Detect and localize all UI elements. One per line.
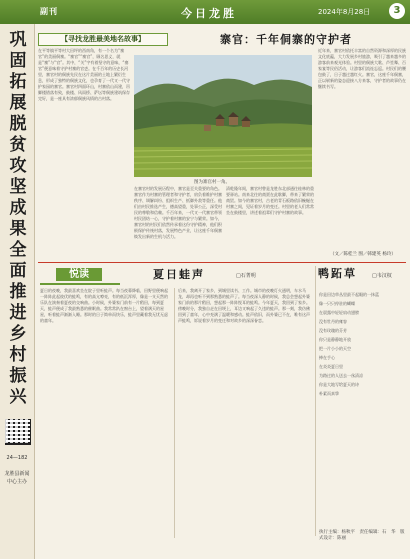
- section-label: 副刊: [40, 7, 58, 16]
- poem-line: 你只是静静地开放: [319, 337, 351, 342]
- essay-column-1: 夏日的夜晚，我最喜欢坐在院子里听蛙声。每当夜幕降临，田野里便响起一阵阵此起彼伏的蛙鸣，有的高亢嘹亮，有的低沉浑厚，像是一支天然的乐队在演奏着夏夜的交响曲。小时候，外婆家门前有一片稻田，每到夏天，蛙声便成了我最熟悉的催眠曲。我常常趴在窗台上，望着满天的星星，听着蛙声渐渐入睡。那时的日子简单而快乐，蛙声里藏着我无忧无虑的童年。: [40, 288, 168, 323]
- reading-section-label: 悦读: [56, 268, 102, 281]
- poem-line: 在晨露中轻轻扇动翅膀: [319, 310, 359, 315]
- poem-author: □韦汉权: [372, 273, 392, 279]
- page-credits: 执行主编：杨秋平 责任编辑：石 华 版式设计：陈丽: [319, 530, 405, 541]
- page-number-badge: 3: [389, 3, 405, 19]
- paper-name: 今日龙胜: [181, 7, 237, 20]
- poem-line: 你是大地写给夏天的诗: [319, 382, 359, 387]
- masthead-bar: [0, 0, 410, 24]
- poem-title: 鸭跖草: [318, 267, 357, 280]
- publisher-label: 龙胜县新闻中心主办: [4, 471, 30, 485]
- poem-line: 没有玫瑰的芬芳: [319, 328, 347, 333]
- column-divider: [174, 288, 175, 538]
- essay-title: 夏日蛙声: [153, 268, 205, 281]
- essay-author: □石菁明: [236, 273, 256, 279]
- poem-line: 你是田边草丛里最不起眼的一抹蓝: [319, 292, 379, 297]
- column-banner: 【寻找龙胜最美地名故事】: [38, 33, 168, 46]
- qr-code-pattern: [5, 419, 29, 443]
- article1-column-3: 清乾隆年间，寨官村曾是龙胜东北部通往桂林的重要驿站。南来北往的商贾在此歇脚，带来了繁荣的商贸。如今的寨官村，古老的青石板路依旧蜿蜒在村寨之间，见证着岁月的变迁。村里的老人们常常坐在鼓楼里，讲述着祖辈们守护村寨的故事。: [226, 186, 314, 215]
- issue-date: 2024年8月28日: [318, 8, 371, 16]
- poem-line: 为路过的人送去一丝清凉: [319, 373, 363, 378]
- article1-column-2: 在寨官村的发展历程中，寨官是至关重要的角色。寨官作为村寨的管理者和守护者，肩负着维护村寨秩序、调解纠纷、组织生产、抵御外敌等重任。他们由村民推选产生，德高望重，处事公正，深受村民的尊敬和信赖。千百年来，一代又一代寨官带领村民团结一心，守护着村寨的安宁与繁荣。如今，寨官村的村民们依然传承着这份守护精神，他们积极保护传统村落，发展特色产业，让这座千年侗寨焕发出新的生机与活力。: [134, 186, 222, 239]
- column-divider: [315, 266, 316, 536]
- poem-line: 把一片小小的天空: [319, 346, 351, 351]
- poem-line: 捧在手心: [319, 355, 335, 360]
- poem-line: 朴素而真挚: [319, 391, 339, 396]
- village-photo[interactable]: [134, 55, 312, 177]
- poem-line: 在炎炎夏日里: [319, 364, 343, 369]
- poem-line: 像一只只停驻的蝴蝶: [319, 301, 355, 306]
- photo-caption: 图为寨官村一角。: [194, 180, 230, 185]
- editor-label: 24—182: [6, 455, 28, 461]
- article1-author: （文／陈桂兰 图／韩建英 杨玲）: [330, 252, 396, 257]
- vertical-slogan: 巩固拓展脱贫攻坚成果 全面推进乡村振兴: [9, 30, 27, 407]
- poem-body: [319, 290, 407, 526]
- village-photo-image: [134, 55, 312, 177]
- essay-column-2: 后来，我离开了家乡，到城里读书、工作。城市的夜晚灯火通明，车水马龙，却再也听不到那熟悉的蛙声了。每当夜深人静的时候，我总会想起外婆家门前的那片稻田，想起那一阵阵悦耳的蛙鸣。今年夏天，我回到了家乡。傍晚时分，我独自走在田埂上，耳边又响起了久违的蛙声。那一刻，我仿佛回到了童年，心中充满了温暖和感动。蛙声依旧，而外婆已不在，唯有这声声蛙鸣，诉说着岁月的变迁和对故乡的深深眷恋。: [178, 288, 310, 323]
- section-divider: [38, 262, 406, 263]
- article-headline: 寨官：千年侗寨的守护者: [220, 33, 352, 46]
- article1-column-1: 在平等镇平等村大田坪的西南角，有一个名为“寨官”的美丽侗寨。“寨官”“寨官”，顾名思义，就是“寨”与“官”。其中，“关”字有着坚守的意味，“寨官”便意味着守护村寨的官吏。在千百年的历史长河里，寨官村的侗族先民在这片美丽的土地上繁衍生息，形成了独特的侗族文化，也孕育了一代又一代守护家园的寨官。寨官村四面环山，村寨依山而建，吊脚楼错落有致，鼓楼、风雨桥、萨坛等侗族建筑保存完好，是一座具有浓郁侗族风情的古村落。: [38, 48, 130, 101]
- article1-column-4: 近年来，寨官村依托丰富的自然资源和深厚的民族文化底蕴，大力发展乡村旅游，吸引了越来越多的游客前来观光体验。村里的侗族大歌、芦笙舞、百家宴等民俗活动，让游客们流连忘返。村民们的腰包鼓了，日子越过越红火。寨官，这座千年侗寨，正以崭新的姿态迎接八方来客，守护者的故事仍在继续书写。: [318, 48, 406, 89]
- poem-line: 没有牡丹的雍容: [319, 319, 347, 324]
